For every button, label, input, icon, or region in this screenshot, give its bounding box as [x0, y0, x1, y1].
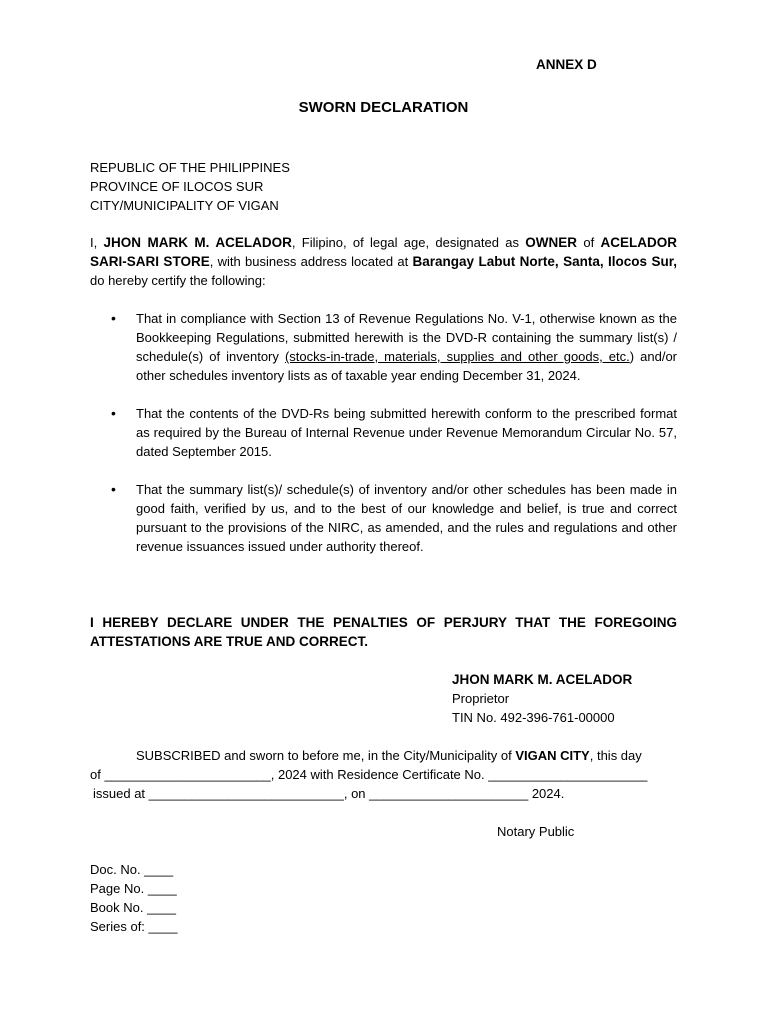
signatory-name: JHON MARK M. ACELADOR — [452, 672, 633, 687]
document-page — [90, 0, 677, 1024]
bullet-icon: • — [111, 481, 116, 497]
jurat-line-2: of _______________________, 2024 with Residence Certificate No. ______________________ — [90, 767, 648, 782]
venue-block — [90, 158, 290, 215]
intro-paragraph — [90, 233, 677, 290]
jurat-text-1b: , this day — [589, 748, 642, 763]
document-title: SWORN DECLARATION — [298, 99, 469, 116]
intro-text-1: , Filipino, of legal age, designated as — [291, 235, 526, 250]
jurat-line-1 — [90, 746, 690, 765]
certification-text-2: That the contents of the DVD-Rs being submitted herewith conform to the prescribed format as required by the Bureau of Internal Revenue under Revenue Memorandum Circular No. 57, dated September 2015. — [136, 406, 677, 459]
intro-text-3: , with business address located at — [209, 254, 413, 269]
intro-prefix: I, — [90, 235, 104, 250]
certification-item — [90, 480, 677, 556]
declarant-name: JHON MARK M. ACELADOR — [103, 235, 292, 250]
venue-republic: REPUBLIC OF THE PHILIPPINES — [90, 160, 290, 175]
certification-text-1-underlined: (stocks-in-trade, materials, supplies and other goods, etc. — [284, 349, 630, 364]
jurat-block — [90, 746, 690, 803]
bullet-icon: • — [111, 405, 116, 421]
venue-province: PROVINCE OF ILOCOS SUR — [90, 179, 264, 194]
signature-block — [452, 670, 632, 727]
perjury-declaration: I HEREBY DECLARE UNDER THE PENALTIES OF PERJURY THAT THE FOREGOING ATTESTATIONS ARE TRUE AND CORRECT. — [90, 615, 677, 649]
notarial-register-block — [90, 860, 177, 936]
jurat-line-3: issued at ___________________________, on ______________________ 2024. — [93, 786, 565, 801]
signatory-tin: TIN No. 492-396-761-00000 — [452, 710, 615, 725]
signatory-title: Proprietor — [452, 691, 510, 706]
certification-text-1b: ) and/or other schedules inventory lists as of taxable year ending December 31, 2024. — [136, 349, 678, 383]
declarant-role: OWNER — [525, 235, 578, 250]
intro-suffix: do hereby certify the following: — [90, 273, 266, 288]
annex-label: ANNEX D — [536, 57, 597, 72]
bullet-icon: • — [111, 310, 116, 326]
doc-number: Doc. No. ____ — [90, 862, 174, 877]
certification-item — [90, 404, 677, 461]
series-number: Series of: ____ — [90, 919, 178, 934]
store-name: ACELADOR SARI-SARI STORE — [90, 235, 677, 269]
certification-item — [90, 309, 677, 385]
book-number: Book No. ____ — [90, 900, 177, 915]
notary-public-label: Notary Public — [497, 824, 575, 839]
business-address: Barangay Labut Norte, Santa, Ilocos Sur, — [412, 254, 678, 269]
page-number: Page No. ____ — [90, 881, 177, 896]
intro-text-2: of — [577, 235, 601, 250]
certification-list — [90, 309, 677, 575]
certification-text-3: That the summary list(s)/ schedule(s) of inventory and/or other schedules has been made in good faith, verified by us, and to the best of our knowledge and belief, is true and correct pursuant to the provisions of the NIRC, as amended, and the rules and regulations and other revenue issuances issued under authority thereof. — [136, 482, 677, 554]
jurat-text-1a: SUBSCRIBED and sworn to before me, in the City/Municipality of — [136, 748, 516, 763]
jurat-city: VIGAN CITY — [515, 748, 590, 763]
certification-text-1a: That in compliance with Section 13 of Revenue Regulations No. V-1, otherwise known as the Bookkeeping Regulations, submitted herewith is the DVD-R containing the summary list(s) / schedule(s) of inventory — [136, 311, 677, 364]
venue-city: CITY/MUNICIPALITY OF VIGAN — [90, 198, 279, 213]
